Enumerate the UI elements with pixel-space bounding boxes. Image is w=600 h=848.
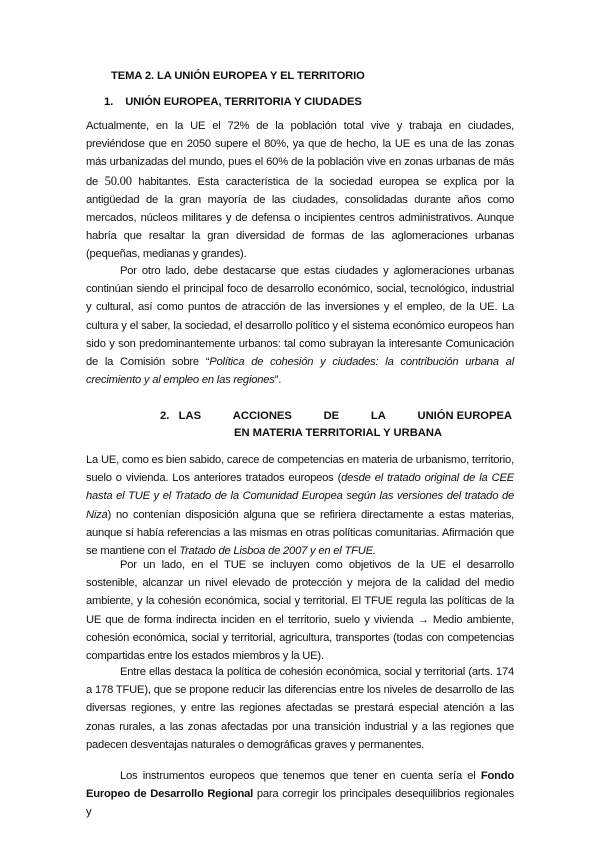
- paragraph-1-text-a: Actualmente, en la UE el 72% de la población total vive y trabaja en ciudades, previéndose que en 2050 supere el 80%, ya que de hecho, la UE es una de las zonas más urbanizadas del mundo, pues el 60% de la población vive en zonas urbanas de más de: [86, 120, 514, 188]
- section-2-title-line-2: EN MATERIA TERRITORIAL Y URBANA: [234, 427, 443, 439]
- paragraph-3-text-b: ) no contenían disposición alguna que se refiriera directamente a estas materias, aunque sí había referencias a las mismas en otras políticas comunitarias. Afirmación que se mantiene con el: [86, 508, 514, 558]
- section-2-word-2: ACCIONES: [232, 410, 292, 422]
- paragraph-3: [86, 451, 514, 560]
- paragraph-1: [86, 117, 514, 264]
- section-2-word-5: UNIÓN EUROPEA: [417, 410, 512, 422]
- paragraph-2-quote: Política de cohesión y ciudades: la contribución urbana al crecimiento y al empleo en las regiones: [86, 356, 514, 387]
- paragraph-3-italic-2: Tratado de Lisboa de 2007 y en el TFUE.: [179, 545, 376, 558]
- section-2-word-4: LA: [370, 410, 386, 422]
- paragraph-1-number: 50.00: [104, 173, 132, 188]
- section-1-heading: [104, 96, 362, 108]
- section-2-word-3: DE: [323, 410, 340, 422]
- section-2-heading: [160, 408, 512, 442]
- section-2-word-1: LAS: [178, 410, 202, 422]
- document-title: TEMA 2. LA UNIÓN EUROPEA Y EL TERRITORIO: [111, 70, 365, 82]
- paragraph-6-bold: Fondo Europeo de Desarrollo Regional: [86, 770, 514, 801]
- section-2-number: 2.: [160, 410, 170, 422]
- paragraph-6-text-a: Los instrumentos europeos que tenemos que tener en cuenta sería el: [120, 770, 481, 782]
- paragraph-2: [86, 262, 514, 389]
- section-1-number: 1.: [104, 96, 114, 108]
- paragraph-3-text-a: La UE, como es bien sabido, carece de competencias en materia de urbanismo, territorio, suelo o vivienda. Los anteriores tratados europeos (: [86, 454, 514, 485]
- paragraph-6: [86, 767, 514, 822]
- paragraph-1-text-b: habitantes. Esta característica de la sociedad europea se explica por la antigüedad de la gran mayoría de las ciudades, consolidadas durante años como mercados, núcleos militares y de defensa o incipientes centros administrativos. Aunque habría que resaltar la gran diversidad de formas de las aglomeraciones urbanas (pequeñas, medianas y grandes).: [86, 175, 515, 261]
- section-1-title: UNIÓN EUROPEA, TERRITORIA Y CIUDADES: [125, 96, 362, 108]
- paragraph-4: Por un lado, en el TUE se incluyen como objetivos de la UE el desarrollo sostenible, alcanzar un nivel elevado de protección y mejora de la calidad del medio ambiente, y la cohesión económica, social y territorial. El TFUE regula las políticas de la UE que de forma indirecta inciden en el territorio, suelo y vivienda → Medio ambiente, cohesión económica, social y territorial, agricultura, transportes (todas con competencias compartidas entre los estados miembros y la UE).: [86, 559, 514, 663]
- paragraph-2-text-a: Por otro lado, debe destacarse que estas ciudades y aglomeraciones urbanas continúan siendo el principal foco de desarrollo económico, social, tecnológico, industrial y cultural, así como puntos de atracción de las inversiones y el empleo, de la UE. La cultura y el saber, la sociedad, el desarrollo político y el sistema económico europeos han sido y son predominantemente urbanos: tal como subrayan la interesante Comunicación de la Comisión sobre “: [86, 265, 514, 369]
- paragraph-2-text-b: ”.: [274, 374, 282, 387]
- paragraph-5: Entre ellas destaca la política de cohesión económica, social y territorial (arts. 174 a 178 TFUE), que se propone reducir las diferencias entre los niveles de desarrollo de las diversas regiones, y entre las regiones afectadas se prestará especial atención a las zonas rurales, a las zonas afectadas por una transición industrial y a las regiones que padecen desventajas naturales o demográficas graves y permanentes.: [86, 666, 514, 751]
- paragraph-6-text-c: para corregir los principales desequilibrios regionales y: [86, 788, 514, 819]
- paragraph-3-italic-1: desde el tratado original de la CEE hasta el TUE y el Tratado de la Comunidad Europea según las versiones del tratado de Niza: [86, 472, 514, 521]
